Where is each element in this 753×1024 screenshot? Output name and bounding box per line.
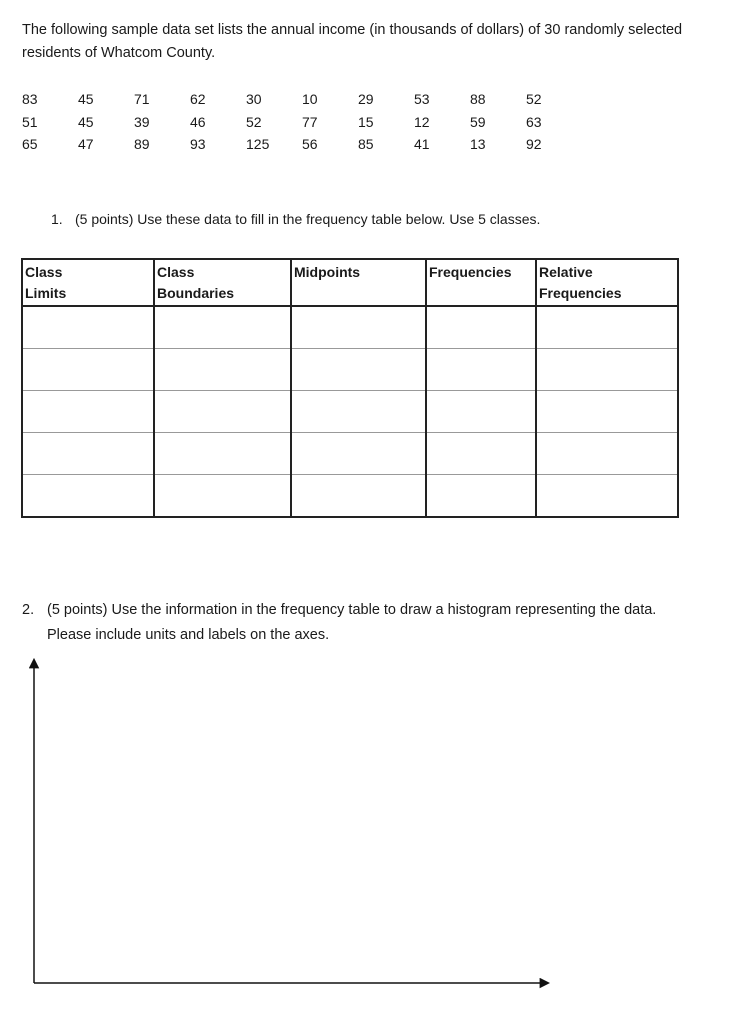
data-value: 45 <box>78 91 94 107</box>
header-class-boundaries: Class Boundaries <box>154 259 291 306</box>
data-value: 47 <box>78 136 94 152</box>
header-relative-frequencies: Relative Frequencies <box>536 259 678 306</box>
header-midpoints: Midpoints <box>291 259 426 306</box>
data-value: 83 <box>22 91 38 107</box>
data-value: 71 <box>134 91 150 107</box>
question-2-line1: (5 points) Use the information in the frequency table to draw a histogram representing the data. <box>47 602 657 618</box>
question-2-number: 2. <box>22 602 35 618</box>
data-value: 41 <box>414 136 430 152</box>
data-value: 125 <box>246 136 270 152</box>
data-value: 63 <box>526 113 542 130</box>
data-value: 51 <box>22 113 38 130</box>
data-value: 29 <box>358 91 374 107</box>
data-value: 62 <box>190 91 206 107</box>
data-value: 53 <box>414 91 430 107</box>
data-value: 77 <box>302 113 318 130</box>
data-value: 39 <box>134 113 150 130</box>
data-value: 56 <box>302 136 318 152</box>
data-value: 88 <box>470 91 486 107</box>
data-value: 52 <box>526 91 542 107</box>
data-value: 52 <box>246 113 262 130</box>
data-value: 92 <box>526 136 542 152</box>
data-value: 89 <box>134 136 150 152</box>
data-value: 15 <box>358 113 374 130</box>
intro-paragraph: The following sample data set lists the annual income (in thousands of dollars) of 30 randomly selected residents of Whatcom County. <box>22 22 683 61</box>
question-1-number: 1. <box>51 211 63 227</box>
data-value: 65 <box>22 136 38 152</box>
data-value: 59 <box>470 113 486 130</box>
data-value: 85 <box>358 136 374 152</box>
data-value: 30 <box>246 91 262 107</box>
data-value: 93 <box>190 136 206 152</box>
header-frequencies: Frequencies <box>426 259 536 306</box>
question-1-text: (5 points) Use these data to fill in the frequency table below. Use 5 classes. <box>75 211 541 227</box>
data-value: 45 <box>78 113 94 130</box>
data-value: 12 <box>414 113 430 130</box>
question-2-line2: Please include units and labels on the axes. <box>47 627 330 643</box>
data-value: 10 <box>302 91 318 107</box>
data-value: 46 <box>190 113 206 130</box>
data-value: 13 <box>470 136 486 152</box>
header-class-limits: Class Limits <box>22 259 154 306</box>
